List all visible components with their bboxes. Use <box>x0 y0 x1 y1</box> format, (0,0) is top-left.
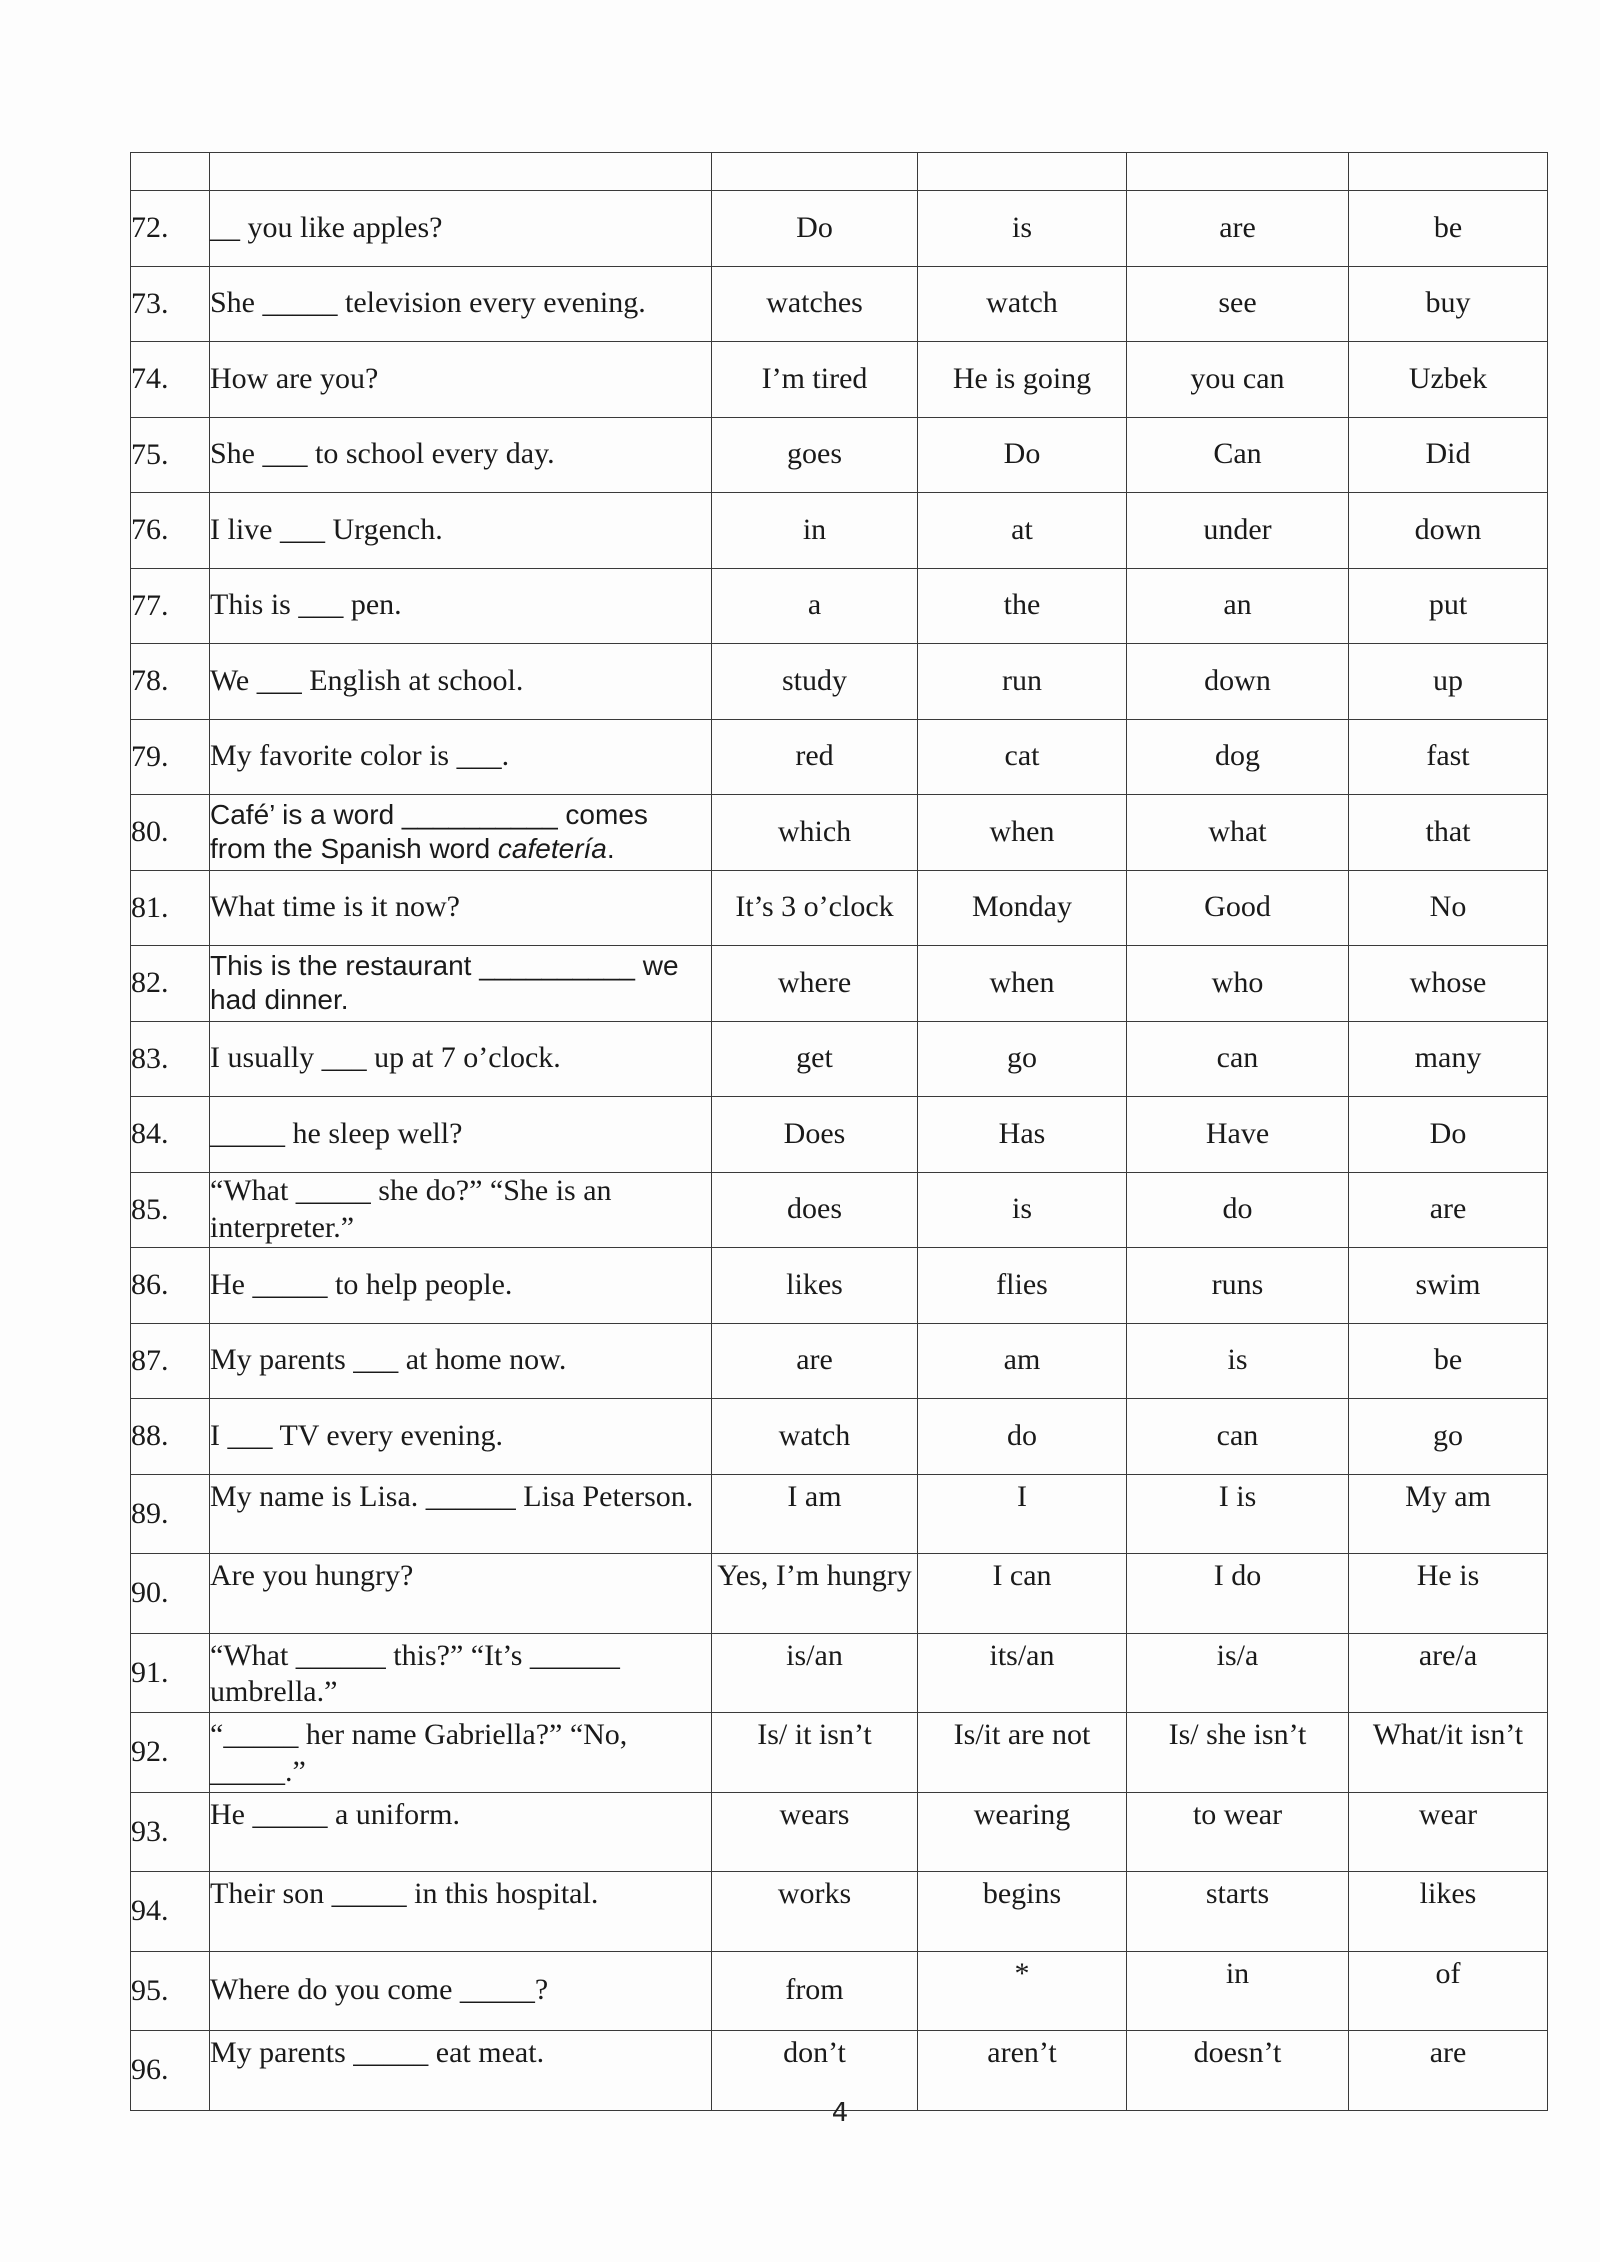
option-d: down <box>1349 493 1548 569</box>
option-c: what <box>1127 795 1349 871</box>
question-text: __ you like apples? <box>210 191 712 267</box>
question-row <box>131 1021 1548 1097</box>
question-text: “_____ her name Gabriella?” “No, _____.” <box>210 1713 712 1793</box>
question-number: 91. <box>131 1633 210 1713</box>
option-b: the <box>918 568 1127 644</box>
option-a: are <box>712 1323 918 1399</box>
option-a: Do <box>712 191 918 267</box>
option-c: Have <box>1127 1097 1349 1173</box>
question-text: This is the restaurant __________ we had dinner. <box>210 946 712 1022</box>
question-row <box>131 1323 1548 1399</box>
option-c: under <box>1127 493 1349 569</box>
option-d: Do <box>1349 1097 1548 1173</box>
question-text: How are you? <box>210 342 712 418</box>
option-d: likes <box>1349 1872 1548 1952</box>
question-number: 88. <box>131 1399 210 1475</box>
question-number: 89. <box>131 1474 210 1554</box>
option-c: can <box>1127 1021 1349 1097</box>
option-c: dog <box>1127 719 1349 795</box>
question-text: I ___ TV every evening. <box>210 1399 712 1475</box>
option-c: is <box>1127 1323 1349 1399</box>
option-b: when <box>918 946 1127 1022</box>
question-text: He _____ a uniform. <box>210 1792 712 1872</box>
question-number: 84. <box>131 1097 210 1173</box>
question-number: 90. <box>131 1554 210 1634</box>
question-row <box>131 1172 1548 1248</box>
option-c: is/a <box>1127 1633 1349 1713</box>
option-b: run <box>918 644 1127 720</box>
option-b: Has <box>918 1097 1127 1173</box>
question-number: 72. <box>131 191 210 267</box>
option-a: watch <box>712 1399 918 1475</box>
question-number: 87. <box>131 1323 210 1399</box>
option-b: He is going <box>918 342 1127 418</box>
question-number: 82. <box>131 946 210 1022</box>
option-c: I do <box>1127 1554 1349 1634</box>
option-a: works <box>712 1872 918 1952</box>
header-cell <box>1127 153 1349 191</box>
option-b: am <box>918 1323 1127 1399</box>
option-b: go <box>918 1021 1127 1097</box>
header-cell <box>210 153 712 191</box>
option-b: its/an <box>918 1633 1127 1713</box>
question-number: 85. <box>131 1172 210 1248</box>
quiz-table <box>130 152 1548 2111</box>
question-text: Are you hungry? <box>210 1554 712 1634</box>
option-c: runs <box>1127 1248 1349 1324</box>
option-a: from <box>712 1951 918 2031</box>
option-a: wears <box>712 1792 918 1872</box>
option-c: Is/ she isn’t <box>1127 1713 1349 1793</box>
option-c: Can <box>1127 417 1349 493</box>
question-text-part: . <box>606 833 615 865</box>
option-d: are <box>1349 1172 1548 1248</box>
question-text: I live ___ Urgench. <box>210 493 712 569</box>
question-row <box>131 795 1548 871</box>
option-d: fast <box>1349 719 1548 795</box>
option-b: Do <box>918 417 1127 493</box>
option-b: flies <box>918 1248 1127 1324</box>
option-d: wear <box>1349 1792 1548 1872</box>
question-number: 93. <box>131 1792 210 1872</box>
option-b: wearing <box>918 1792 1127 1872</box>
option-b: Monday <box>918 870 1127 946</box>
header-cell <box>1349 153 1548 191</box>
question-row <box>131 1713 1548 1793</box>
option-c: you can <box>1127 342 1349 418</box>
option-d: go <box>1349 1399 1548 1475</box>
question-text: My parents _____ eat meat. <box>210 2031 712 2111</box>
question-row <box>131 1633 1548 1713</box>
option-b: watch <box>918 266 1127 342</box>
question-number: 86. <box>131 1248 210 1324</box>
header-row <box>131 153 1548 191</box>
option-b: is <box>918 1172 1127 1248</box>
question-row <box>131 1872 1548 1952</box>
question-text: We ___ English at school. <box>210 644 712 720</box>
option-c: Good <box>1127 870 1349 946</box>
option-c: are <box>1127 191 1349 267</box>
question-number: 77. <box>131 568 210 644</box>
question-text: My name is Lisa. ______ Lisa Peterson. <box>210 1474 712 1554</box>
question-number: 80. <box>131 795 210 871</box>
option-b: Is/it are not <box>918 1713 1127 1793</box>
question-number: 79. <box>131 719 210 795</box>
question-row <box>131 1097 1548 1173</box>
option-a: a <box>712 568 918 644</box>
question-text-part: Café’ is a word __________ comes from the Spanish word <box>210 798 648 865</box>
question-row <box>131 1792 1548 1872</box>
question-text: “What ______ this?” “It’s ______ umbrella.” <box>210 1633 712 1713</box>
question-number: 74. <box>131 342 210 418</box>
option-a: goes <box>712 417 918 493</box>
option-d: are/a <box>1349 1633 1548 1713</box>
option-c: can <box>1127 1399 1349 1475</box>
option-d: Did <box>1349 417 1548 493</box>
option-d: My am <box>1349 1474 1548 1554</box>
option-b: * <box>918 1951 1127 2031</box>
question-row <box>131 568 1548 644</box>
question-text: This is ___ pen. <box>210 568 712 644</box>
question-text: Where do you come _____? <box>210 1951 712 2031</box>
header-cell <box>712 153 918 191</box>
option-c: doesn’t <box>1127 2031 1349 2111</box>
question-number: 94. <box>131 1872 210 1952</box>
question-number: 78. <box>131 644 210 720</box>
option-d: many <box>1349 1021 1548 1097</box>
question-text: She _____ television every evening. <box>210 266 712 342</box>
option-d: are <box>1349 2031 1548 2111</box>
option-b: aren’t <box>918 2031 1127 2111</box>
option-a: Yes, I’m hungry <box>712 1554 918 1634</box>
option-d: What/it isn’t <box>1349 1713 1548 1793</box>
option-d: buy <box>1349 266 1548 342</box>
question-row <box>131 493 1548 569</box>
option-d: put <box>1349 568 1548 644</box>
option-a: watches <box>712 266 918 342</box>
option-b: is <box>918 191 1127 267</box>
question-row <box>131 417 1548 493</box>
question-text: Their son _____ in this hospital. <box>210 1872 712 1952</box>
option-d: of <box>1349 1951 1548 2031</box>
option-d: He is <box>1349 1554 1548 1634</box>
question-row <box>131 342 1548 418</box>
option-a: red <box>712 719 918 795</box>
option-c: down <box>1127 644 1349 720</box>
option-b: I <box>918 1474 1127 1554</box>
option-c: to wear <box>1127 1792 1349 1872</box>
option-b: begins <box>918 1872 1127 1952</box>
question-text: She ___ to school every day. <box>210 417 712 493</box>
question-text: What time is it now? <box>210 870 712 946</box>
question-text <box>210 795 712 871</box>
option-c: I is <box>1127 1474 1349 1554</box>
option-a: I’m tired <box>712 342 918 418</box>
option-a: likes <box>712 1248 918 1324</box>
option-a: which <box>712 795 918 871</box>
option-c: do <box>1127 1172 1349 1248</box>
option-d: swim <box>1349 1248 1548 1324</box>
question-number: 95. <box>131 1951 210 2031</box>
question-row <box>131 1951 1548 2031</box>
option-a: in <box>712 493 918 569</box>
question-number: 75. <box>131 417 210 493</box>
option-a: does <box>712 1172 918 1248</box>
option-d: up <box>1349 644 1548 720</box>
question-row <box>131 266 1548 342</box>
option-d: be <box>1349 191 1548 267</box>
question-row <box>131 1554 1548 1634</box>
option-d: that <box>1349 795 1548 871</box>
option-a: where <box>712 946 918 1022</box>
option-d: whose <box>1349 946 1548 1022</box>
page-number: 4 <box>831 2098 849 2128</box>
question-text: My favorite color is ___. <box>210 719 712 795</box>
option-a: Does <box>712 1097 918 1173</box>
option-c: who <box>1127 946 1349 1022</box>
option-d: be <box>1349 1323 1548 1399</box>
option-d: Uzbek <box>1349 342 1548 418</box>
question-number: 81. <box>131 870 210 946</box>
option-a: is/an <box>712 1633 918 1713</box>
question-text: “What _____ she do?” “She is an interpreter.” <box>210 1172 712 1248</box>
question-number: 83. <box>131 1021 210 1097</box>
question-number: 76. <box>131 493 210 569</box>
question-row <box>131 1248 1548 1324</box>
question-row <box>131 1399 1548 1475</box>
option-a: It’s 3 o’clock <box>712 870 918 946</box>
question-number: 92. <box>131 1713 210 1793</box>
question-row <box>131 719 1548 795</box>
option-b: cat <box>918 719 1127 795</box>
question-text: He _____ to help people. <box>210 1248 712 1324</box>
option-c: starts <box>1127 1872 1349 1952</box>
option-a: get <box>712 1021 918 1097</box>
option-a: study <box>712 644 918 720</box>
question-text: My parents ___ at home now. <box>210 1323 712 1399</box>
question-row <box>131 644 1548 720</box>
option-c: an <box>1127 568 1349 644</box>
option-b: at <box>918 493 1127 569</box>
option-c: in <box>1127 1951 1349 2031</box>
header-cell <box>131 153 210 191</box>
header-cell <box>918 153 1127 191</box>
question-row <box>131 1474 1548 1554</box>
option-a: I am <box>712 1474 918 1554</box>
option-c: see <box>1127 266 1349 342</box>
option-b: when <box>918 795 1127 871</box>
question-row <box>131 191 1548 267</box>
question-number: 96. <box>131 2031 210 2111</box>
option-a: Is/ it isn’t <box>712 1713 918 1793</box>
option-d: No <box>1349 870 1548 946</box>
question-row <box>131 946 1548 1022</box>
question-text-italic: cafetería <box>497 833 607 865</box>
option-b: do <box>918 1399 1127 1475</box>
option-a: don’t <box>712 2031 918 2111</box>
question-text: _____ he sleep well? <box>210 1097 712 1173</box>
question-number: 73. <box>131 266 210 342</box>
question-text: I usually ___ up at 7 o’clock. <box>210 1021 712 1097</box>
option-b: I can <box>918 1554 1127 1634</box>
question-row <box>131 870 1548 946</box>
